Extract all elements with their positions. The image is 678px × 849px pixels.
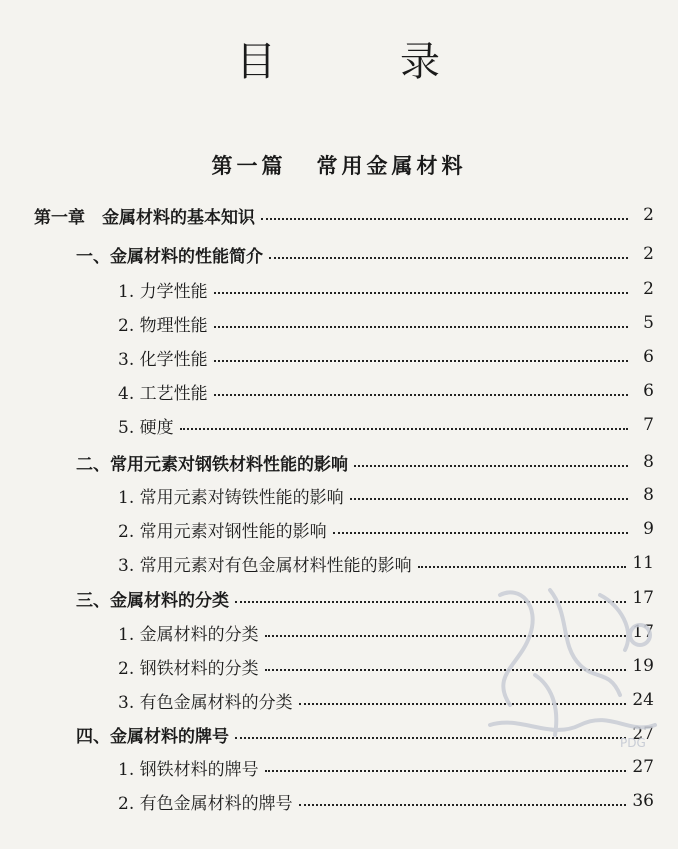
dot-leader — [418, 564, 627, 568]
dot-leader — [299, 802, 627, 806]
toc-entry-page: 8 — [643, 485, 654, 505]
dot-leader — [269, 255, 628, 259]
toc-entry-section-2[interactable] — [76, 449, 654, 475]
dot-leader — [333, 530, 628, 534]
dot-leader — [214, 290, 628, 294]
toc-entry-page: 7 — [643, 415, 654, 435]
toc-entry-label: 第一章 金属材料的基本知识 — [34, 207, 255, 228]
toc-entry-page: 17 — [632, 622, 654, 642]
toc-entry-label: 2. 钢铁材料的分类 — [118, 658, 259, 679]
toc-entry-page: 27 — [632, 724, 654, 744]
dot-leader — [350, 496, 628, 500]
toc-entry-label: 3. 有色金属材料的分类 — [118, 692, 293, 713]
toc-entry-page: 24 — [632, 690, 654, 710]
toc-entry-page: 6 — [643, 381, 654, 401]
part-name: 常用金属材料 — [316, 154, 467, 178]
dot-leader — [265, 633, 627, 637]
toc-entry-page: 2 — [643, 205, 654, 225]
toc-entry-page: 6 — [643, 347, 654, 367]
toc-entry-page: 17 — [632, 588, 654, 608]
toc-entry-item[interactable] — [118, 754, 654, 780]
toc-entry-label: 2. 有色金属材料的牌号 — [118, 793, 293, 814]
toc-entry-page: 2 — [643, 279, 654, 299]
toc-entry-item[interactable] — [118, 412, 654, 438]
toc-entry-item[interactable] — [118, 344, 654, 370]
svg-text:PDG: PDG — [620, 736, 646, 750]
toc-entry-chapter-1[interactable] — [34, 202, 654, 228]
toc-entry-label: 二、常用元素对钢铁材料性能的影响 — [76, 454, 348, 475]
toc-entry-section-3[interactable] — [76, 585, 654, 611]
toc-entry-page: 2 — [643, 244, 654, 264]
toc-entry-item[interactable] — [118, 788, 654, 814]
toc-entry-page: 36 — [632, 791, 654, 811]
dot-leader — [265, 667, 627, 671]
toc-entry-item[interactable] — [118, 310, 654, 336]
dot-leader — [214, 324, 628, 328]
toc-entry-item[interactable] — [118, 619, 654, 645]
toc-entry-page: 27 — [632, 757, 654, 777]
toc-entry-item[interactable] — [118, 482, 654, 508]
toc-entry-label: 4. 工艺性能 — [118, 383, 208, 404]
toc-entry-label: 2. 常用元素对钢性能的影响 — [118, 521, 327, 542]
toc-entry-label: 1. 常用元素对铸铁性能的影响 — [118, 487, 344, 508]
toc-entry-page: 8 — [643, 452, 654, 472]
dot-leader — [299, 701, 627, 705]
dot-leader — [180, 426, 628, 430]
toc-entry-section-1[interactable] — [76, 241, 654, 267]
toc-entry-label: 1. 力学性能 — [118, 281, 208, 302]
toc-entry-item[interactable] — [118, 276, 654, 302]
dot-leader — [214, 358, 628, 362]
toc-entry-label: 1. 钢铁材料的牌号 — [118, 759, 259, 780]
toc-entry-item[interactable] — [118, 653, 654, 679]
dot-leader — [235, 735, 626, 739]
toc-entry-item[interactable] — [118, 550, 654, 576]
toc-entry-label: 一、金属材料的性能简介 — [76, 246, 263, 267]
toc-entry-item[interactable] — [118, 378, 654, 404]
dot-leader — [214, 392, 628, 396]
toc-entry-label: 三、金属材料的分类 — [76, 590, 229, 611]
dot-leader — [235, 599, 626, 603]
toc-entry-label: 3. 化学性能 — [118, 349, 208, 370]
toc-entry-label: 四、金属材料的牌号 — [76, 726, 229, 747]
dot-leader — [354, 463, 628, 467]
toc-entry-page: 9 — [643, 519, 654, 539]
dot-leader — [265, 768, 627, 772]
toc-entry-item[interactable] — [118, 687, 654, 713]
toc-entry-label: 2. 物理性能 — [118, 315, 208, 336]
toc-entry-label: 1. 金属材料的分类 — [118, 624, 259, 645]
dot-leader — [261, 216, 628, 220]
toc-entry-item[interactable] — [118, 516, 654, 542]
part-number: 第一篇 — [211, 154, 287, 178]
toc-entry-label: 3. 常用元素对有色金属材料性能的影响 — [118, 555, 412, 576]
toc-entry-page: 19 — [632, 656, 654, 676]
toc-entry-page: 11 — [632, 553, 654, 573]
page-title: 目 录 — [236, 39, 482, 85]
toc-entry-label: 5. 硬度 — [118, 417, 174, 438]
toc-entry-section-4[interactable] — [76, 721, 654, 747]
toc-entry-page: 5 — [643, 313, 654, 333]
